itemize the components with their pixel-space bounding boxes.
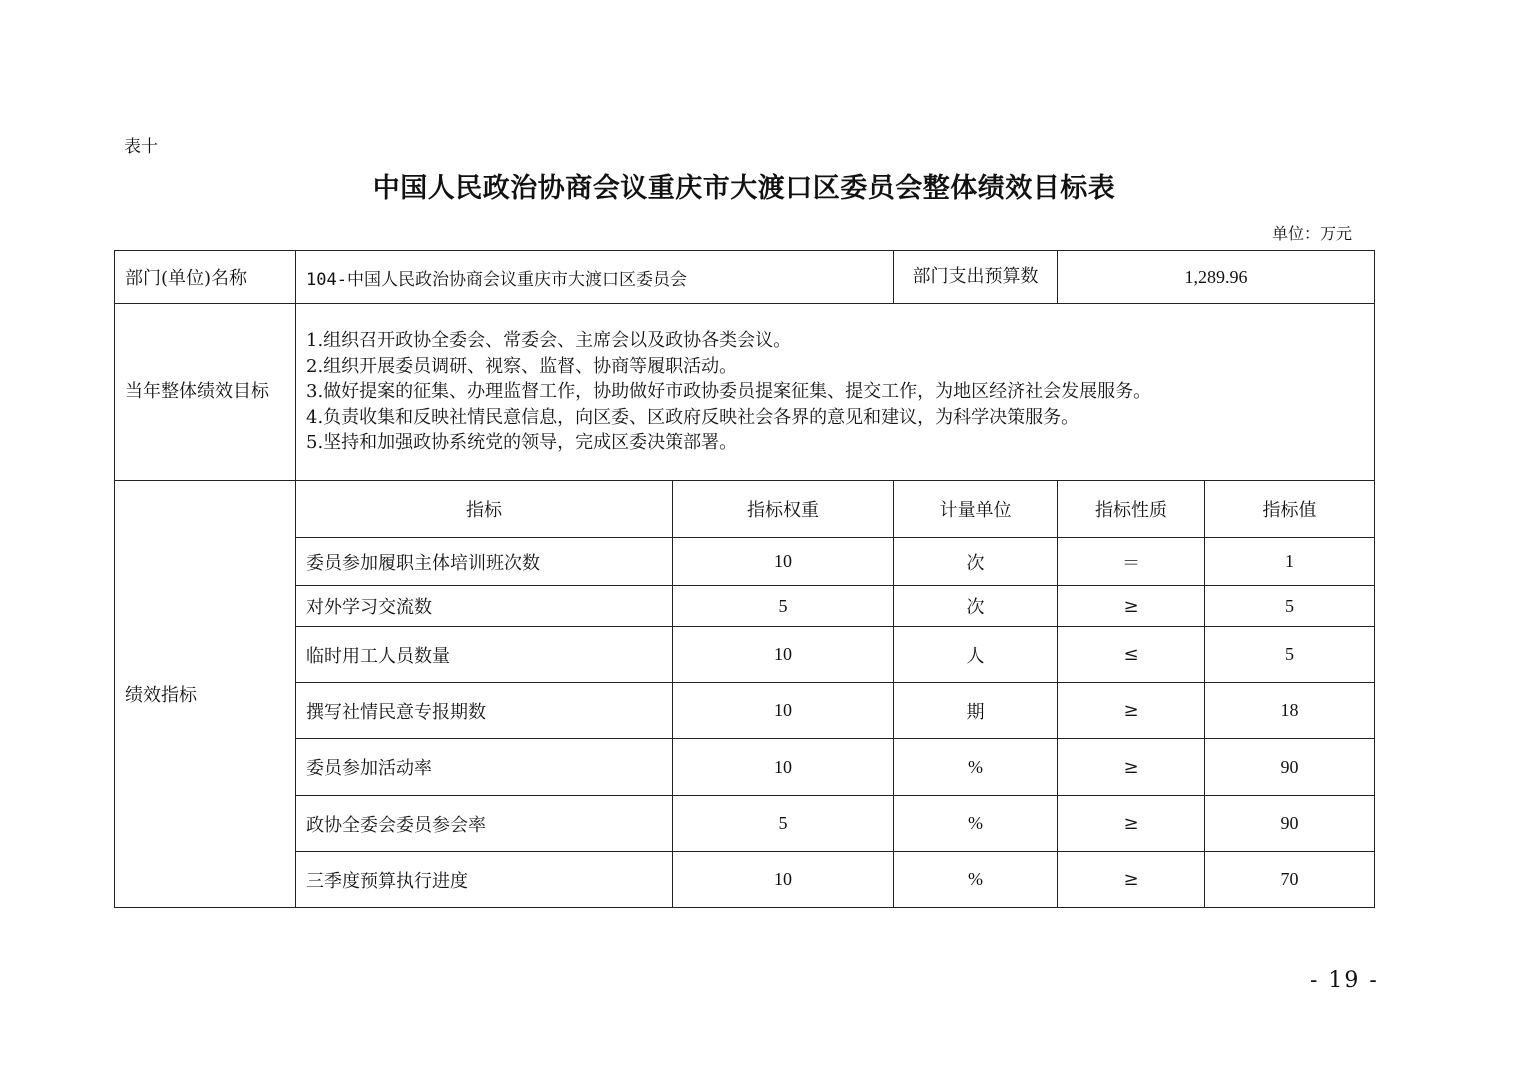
goal-item: 1.组织召开政协全委会、常委会、主席会以及政协各类会议。 [306,330,792,352]
table-row [115,852,1375,908]
table-row [115,586,1375,627]
table-row [115,627,1375,683]
document-title: 中国人民政治协商会议重庆市大渡口区委员会整体绩效目标表 [372,173,1116,204]
indicator-name: 三季度预算执行进度 [296,852,673,908]
table-row [115,538,1375,586]
indicator-value: 90 [1205,739,1375,796]
column-header-value: 指标值 [1205,481,1375,538]
indicator-name: 委员参加活动率 [296,739,673,796]
indicator-nature: ≥ [1058,683,1205,739]
page-number: - 19 - [1310,968,1379,993]
indicator-name: 委员参加履职主体培训班次数 [296,538,673,586]
indicator-nature: ＝ [1058,538,1205,586]
table-label: 表十 [124,137,158,157]
indicator-weight: 5 [673,796,894,852]
indicator-value: 90 [1205,796,1375,852]
column-header-unit: 计量单位 [894,481,1058,538]
table-row [115,683,1375,739]
indicator-name: 政协全委会委员参会率 [296,796,673,852]
indicator-value: 70 [1205,852,1375,908]
unit-note: 单位：万元 [1272,224,1353,243]
indicator-unit: 次 [894,538,1058,586]
indicator-nature: ≥ [1058,852,1205,908]
indicator-value: 5 [1205,627,1375,683]
indicator-weight: 10 [673,683,894,739]
goal-item: 5.坚持和加强政协系统党的领导，完成区委决策部署。 [306,432,738,454]
indicator-value: 5 [1205,586,1375,627]
dept-name-value [296,251,894,304]
indicator-unit: % [894,852,1058,908]
table-row [115,739,1375,796]
indicator-value: 1 [1205,538,1375,586]
goals-label: 当年整体绩效目标 [115,304,296,481]
indicator-weight: 10 [673,739,894,796]
indicator-nature: ≤ [1058,627,1205,683]
performance-target-table [114,250,1375,908]
indicator-unit: 人 [894,627,1058,683]
indicator-value: 18 [1205,683,1375,739]
goals-content [296,304,1375,481]
indicator-weight: 5 [673,586,894,627]
goal-item: 2.组织开展委员调研、视察、监督、协商等履职活动。 [306,355,738,377]
indicator-name: 撰写社情民意专报期数 [296,683,673,739]
indicator-header-row [115,481,1375,538]
indicator-nature: ≥ [1058,796,1205,852]
dept-name-text: 104-中国人民政治协商会议重庆市大渡口区委员会 [306,269,687,290]
column-header-nature: 指标性质 [1058,481,1205,538]
goal-item: 3.做好提案的征集、办理监督工作，协助做好市政协委员提案征集、提交工作，为地区经济社会发展服务。 [306,381,1152,403]
indicator-weight: 10 [673,852,894,908]
dept-row [115,251,1375,304]
indicator-weight: 10 [673,627,894,683]
indicator-weight: 10 [673,538,894,586]
indicator-unit: 次 [894,586,1058,627]
column-header-weight: 指标权重 [673,481,894,538]
dept-name-label: 部门(单位)名称 [115,251,296,304]
goals-row [115,304,1375,481]
table-row [115,796,1375,852]
indicator-name: 对外学习交流数 [296,586,673,627]
indicator-unit: % [894,796,1058,852]
indicator-nature: ≥ [1058,739,1205,796]
indicator-unit: 期 [894,683,1058,739]
indicator-unit: % [894,739,1058,796]
column-header-indicator: 指标 [296,481,673,538]
budget-value: 1,289.96 [1058,251,1375,304]
budget-label: 部门支出预算数 [894,251,1058,304]
indicators-label: 绩效指标 [115,481,296,908]
goal-item: 4.负责收集和反映社情民意信息，向区委、区政府反映社会各界的意见和建议，为科学决策服务。 [306,406,1080,428]
indicator-name: 临时用工人员数量 [296,627,673,683]
indicator-nature: ≥ [1058,586,1205,627]
